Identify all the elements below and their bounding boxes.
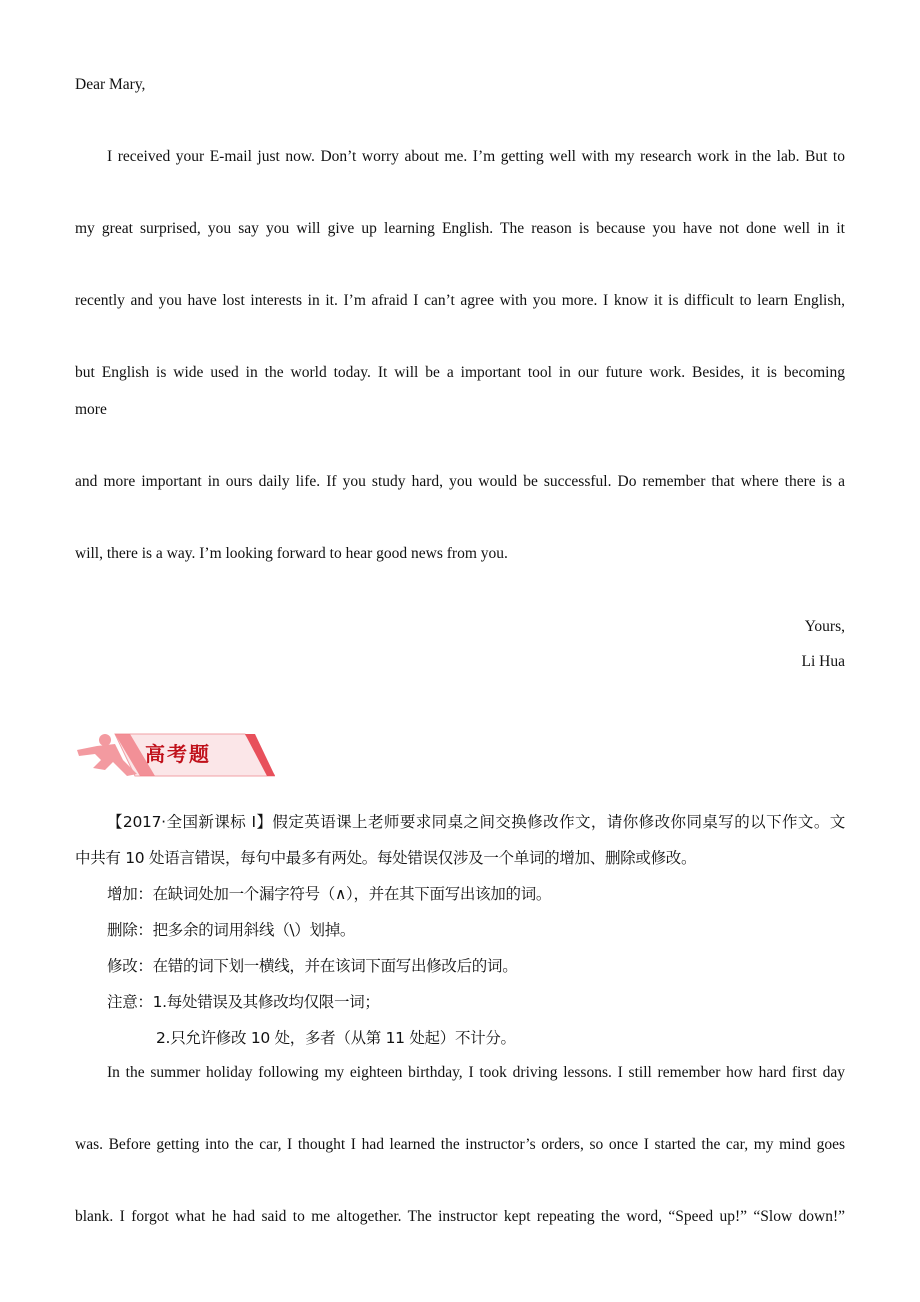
instruction-line: 增加：在缺词处加一个漏字符号（∧），并在其下面写出该加的词。: [107, 885, 552, 903]
instruction-line: 修改：在错的词下划一横线，并在该词下面写出修改后的词。: [107, 957, 518, 975]
passage-line: blank. I forgot what he had said to me altogether. The instructor kept repeating the word, “Speed up!” “Slow down!”: [75, 1208, 845, 1225]
letter-line: recently and you have lost interests in it. I’m afraid I can’t agree with you more. I know it is difficult to learn English,: [75, 292, 845, 309]
instruction-line: 2.只允许修改 10 处，多者（从第 11 处起）不计分。: [156, 1029, 516, 1047]
letter-signature: Li Hua: [801, 653, 845, 670]
passage-line: In the summer holiday following my eighteen birthday, I took driving lessons. I still remember how hard first day: [107, 1064, 845, 1081]
letter-line: I received your E-mail just now. Don’t worry about me. I’m getting well with my research work in the lab. But to: [107, 148, 845, 165]
letter-closing: Yours,: [804, 618, 845, 635]
section-banner-title: 高考题: [145, 742, 211, 766]
instruction-line: 中共有 10 处语言错误，每句中最多有两处。每处错误仅涉及一个单词的增加、删除或修改。: [75, 849, 697, 867]
instruction-line: 删除：把多余的词用斜线（\）划掉。: [107, 921, 356, 939]
letter-line: and more important in ours daily life. If you study hard, you would be successful. Do remember that where there is a: [75, 473, 845, 490]
passage-line: was. Before getting into the car, I thought I had learned the instructor’s orders, so once I started the car, my mind goes: [75, 1136, 845, 1153]
letter-line: will, there is a way. I’m looking forward to hear good news from you.: [75, 545, 508, 562]
letter-line: more: [75, 401, 107, 418]
instruction-line: 注意：1.每处错误及其修改均仅限一词；: [107, 993, 380, 1011]
instruction-line: 【2017·全国新课标 I】假定英语课上老师要求同桌之间交换修改作文，请你修改你同桌写的以下作文。文: [107, 813, 845, 831]
letter-greeting: Dear Mary,: [75, 76, 146, 93]
letter-line: my great surprised, you say you will give up learning English. The reason is because you have not done well in it: [75, 220, 845, 237]
letter-line: but English is wide used in the world today. It will be a important tool in our future work. Besides, it is becoming: [75, 364, 845, 381]
